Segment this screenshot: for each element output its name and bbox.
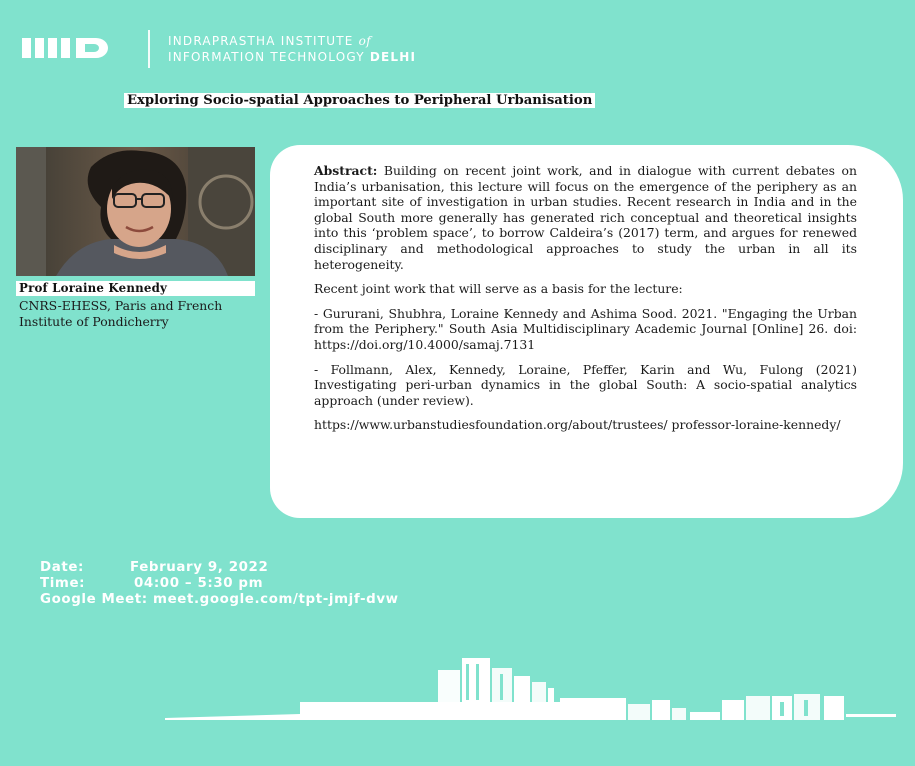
speaker-name: Prof Loraine Kennedy <box>16 281 255 296</box>
event-date <box>40 560 399 576</box>
abstract-text: Building on recent joint work, and in dialogue with current debates on India’s urbanisation, this lecture will focus on the emergence of the periphery as an important site of investigation in urban studies. Recent research in India and in the global South more generally has generated rich conceptual and theoretical insights into this ‘problem space’, to borrow Caldeira’s (2017) term, and argues for renewed disciplinary and methodological approaches to study the urban in all its heterogeneity. <box>314 163 857 272</box>
logo-divider <box>148 30 150 68</box>
date-value: February 9, 2022 <box>130 560 269 575</box>
date-label: Date: <box>40 560 84 575</box>
time-label: Time: <box>40 576 86 591</box>
institute-city: DELHI <box>369 50 417 64</box>
reference-item: - Gururani, Shubhra, Loraine Kennedy and Ashima Sood. 2021. "Engaging the Urban from the Periphery." South Asia Multidisciplinary Academic Journal [Online] 26. doi: https://doi.org/10.4000/samaj.7131 <box>314 305 857 352</box>
meet-label: Google Meet: <box>40 592 148 607</box>
event-time <box>40 576 399 592</box>
profile-link[interactable]: https://www.urbanstudiesfoundation.org/about/trustees/ professor-loraine-kennedy/ <box>314 417 841 433</box>
speaker-affiliation: CNRS-EHESS, Paris and French Institute of Pondicherry <box>19 298 223 329</box>
time-value: 04:00 – 5:30 pm <box>134 576 264 591</box>
institute-line1: INDRAPRASTHA INSTITUTE <box>168 34 359 48</box>
speaker-photo <box>16 147 255 276</box>
institute-name <box>168 33 416 65</box>
abstract-panel <box>270 145 903 518</box>
institute-of: of <box>358 34 372 48</box>
meet-link[interactable]: meet.google.com/tpt-jmjf-dvw <box>153 592 399 607</box>
abstract-paragraph <box>314 163 857 272</box>
reference-item: - Follmann, Alex, Kennedy, Loraine, Pfeffer, Karin and Wu, Fulong (2021) Investigating peri-urban dynamics in the global South: A socio-spatial analytics approach (under review). <box>314 361 857 408</box>
event-meet <box>40 592 399 608</box>
header <box>0 0 915 85</box>
event-details <box>40 560 399 608</box>
iiitd-logo <box>22 34 118 62</box>
references-intro: Recent joint work that will serve as a basis for the lecture: <box>314 281 683 297</box>
lecture-title: Exploring Socio-spatial Approaches to Peripheral Urbanisation <box>124 93 595 108</box>
abstract-label: Abstract: <box>314 163 378 178</box>
institute-line2: INFORMATION TECHNOLOGY <box>168 50 370 64</box>
campus-skyline-illustration <box>0 640 915 730</box>
